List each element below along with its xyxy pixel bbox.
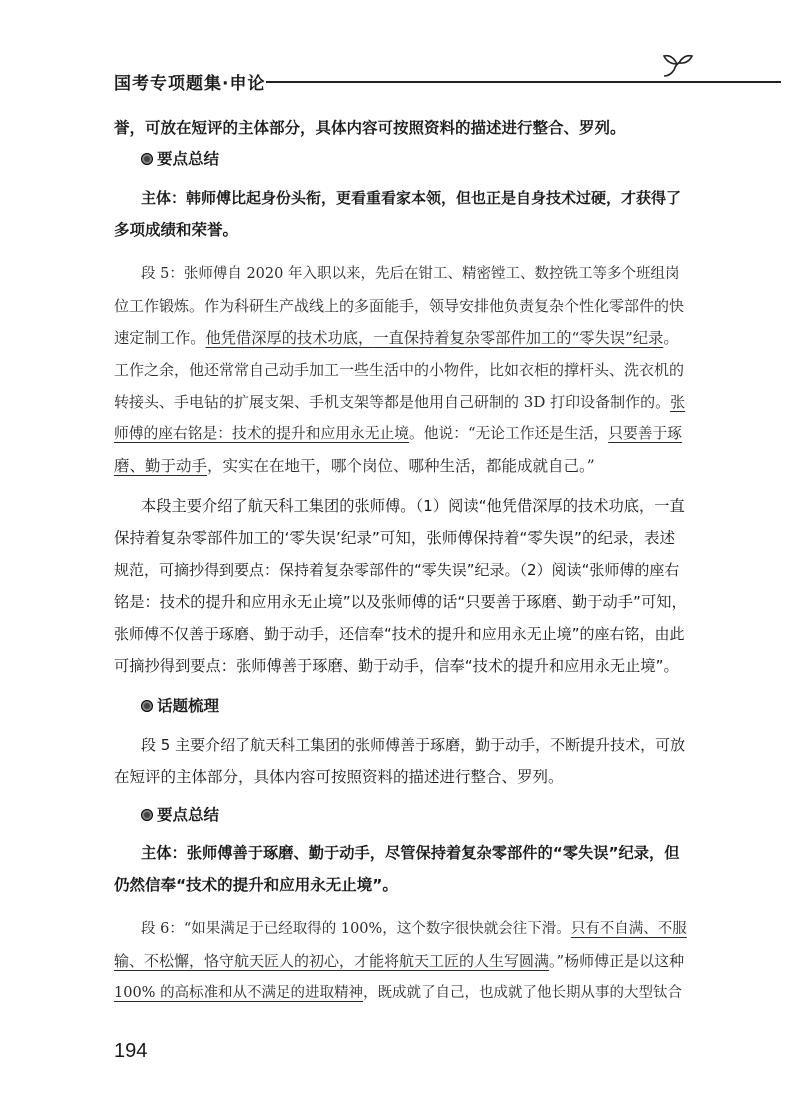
text-run: ，实实在在地干，哪个岗位、哪种生活，都能成就自己。” (207, 457, 595, 475)
summary-line: 仍然信奉“技术的提升和应用永无止境”。 (114, 876, 398, 894)
text-run: 。他说：“无论工作还是生活， (409, 425, 609, 442)
source-line (114, 450, 687, 482)
text-run: 段 6：“如果满足于已经取得的 100%，这个数字很快就会往下滑。 (141, 921, 571, 937)
analysis-line: 可摘抄得到要点：张师傅善于琢磨、勤于动手，信奉“技术的提升和应用永无止境”。 (114, 657, 679, 675)
heading-label: 要点总结 (157, 150, 220, 168)
header-title: 国考专项题集·申论 (114, 74, 266, 94)
underlined-phrase: 他凭借深厚的技术功底， (205, 329, 374, 347)
bullet-icon (141, 153, 153, 165)
header-rule (266, 81, 781, 83)
analysis-line: 张师傅不仅善于琢磨、勤于动手，还信奉“技术的提升和应用永无止境”的座右铭，由此 (114, 625, 685, 643)
text-run: ，既成就了自己，也成就了他长期从事的大型钛合 (363, 985, 683, 1001)
summary-line: 主体：韩师傅比起身份头衔，更看重看家本领，但也正是自身技术过硬，才获得了 (141, 189, 682, 207)
section-heading-key-points (141, 143, 219, 175)
analysis-line: 规范，可摘抄得到要点：保持着复杂零部件的“零失误”纪录。（2）阅读“张师傅的座右 (114, 561, 680, 579)
source-line (114, 913, 687, 945)
text-run: 转接头、手电钻的扩展支架、手机支架等都是他用自己研制的 3D 打印设备制作的。 (114, 393, 671, 411)
underlined-phrase: 只有不自满、不服 (570, 921, 687, 937)
analysis-line: 铭是：技术的提升和应用永无止境”以及张师傅的话“只要善于琢磨、勤于动手”可知， (114, 593, 687, 611)
source-line: 位工作锻炼。作为科研生产战线上的多面能手，领导安排他负责复杂个性化零部件的快 (114, 297, 685, 315)
section-heading-topic (141, 690, 219, 722)
text-run: 速定制工作。 (114, 329, 206, 347)
source-line: 工作之余，他还常常自己动手加工一些生活中的小物件，比如衣柜的撑杆头、洗衣机的 (114, 361, 685, 379)
running-header (114, 55, 694, 95)
source-line (114, 322, 687, 354)
heading-label: 要点总结 (157, 806, 220, 824)
text-run: 。 (663, 329, 679, 347)
bullet-icon (141, 700, 153, 712)
page-number: 194 (114, 1040, 148, 1062)
underlined-phrase: 磨、勤于动手 (114, 457, 208, 475)
paragraph-line: 誉，可放在短评的主体部分，具体内容可按照资料的描述进行整合、罗列。 (114, 119, 626, 137)
source-line: 段 5：张师傅自 2020 年入职以来，先后在钳工、精密镗工、数控铣工等多个班组岗 (141, 266, 680, 282)
underlined-phrase: 100% 的高标准和从不满足的进取精神 (114, 985, 364, 1001)
text-run: 。”杨师傅正是以这种 (549, 952, 685, 970)
summary-line: 主体：张师傅善于琢磨、勤于动手，尽管保持着复杂零部件的“零失误”纪录，但 (141, 844, 680, 862)
source-line (114, 945, 687, 977)
sprout-icon (660, 52, 694, 78)
analysis-line: 段 5 主要介绍了航天科工集团的张师傅善于琢磨，勤于动手，不断提升技术，可放 (141, 736, 686, 754)
heading-label: 话题梳理 (157, 697, 220, 715)
underlined-phrase: 输、不松懈，恪守航天匠人的初心，才能将航天工匠的人生写圆满 (114, 952, 550, 970)
summary-line: 多项成绩和荣誉。 (114, 221, 239, 239)
section-heading-key-points (141, 799, 219, 831)
underlined-phrase: 只要善于琢 (608, 425, 683, 442)
analysis-line: 本段主要介绍了航天科工集团的张师傅。（1）阅读“他凭借深厚的技术功底，一直 (141, 497, 685, 515)
source-line (114, 418, 687, 450)
underlined-phrase: 张 (670, 393, 686, 411)
analysis-line: 保持着复杂零部件加工的‘零失误’纪录”可知，张师傅保持着“零失误”的纪录，表述 (114, 529, 675, 547)
underlined-phrase: 师傅的座右铭是：技术的提升和应用永无止境 (114, 425, 409, 442)
analysis-line: 在短评的主体部分，具体内容可按照资料的描述进行整合、罗列。 (114, 768, 564, 786)
source-line (114, 977, 687, 1009)
bullet-icon (141, 809, 153, 821)
underlined-phrase: 一直保持着复杂零部件加工的“零失误”纪录 (373, 329, 664, 347)
source-line (114, 386, 687, 418)
